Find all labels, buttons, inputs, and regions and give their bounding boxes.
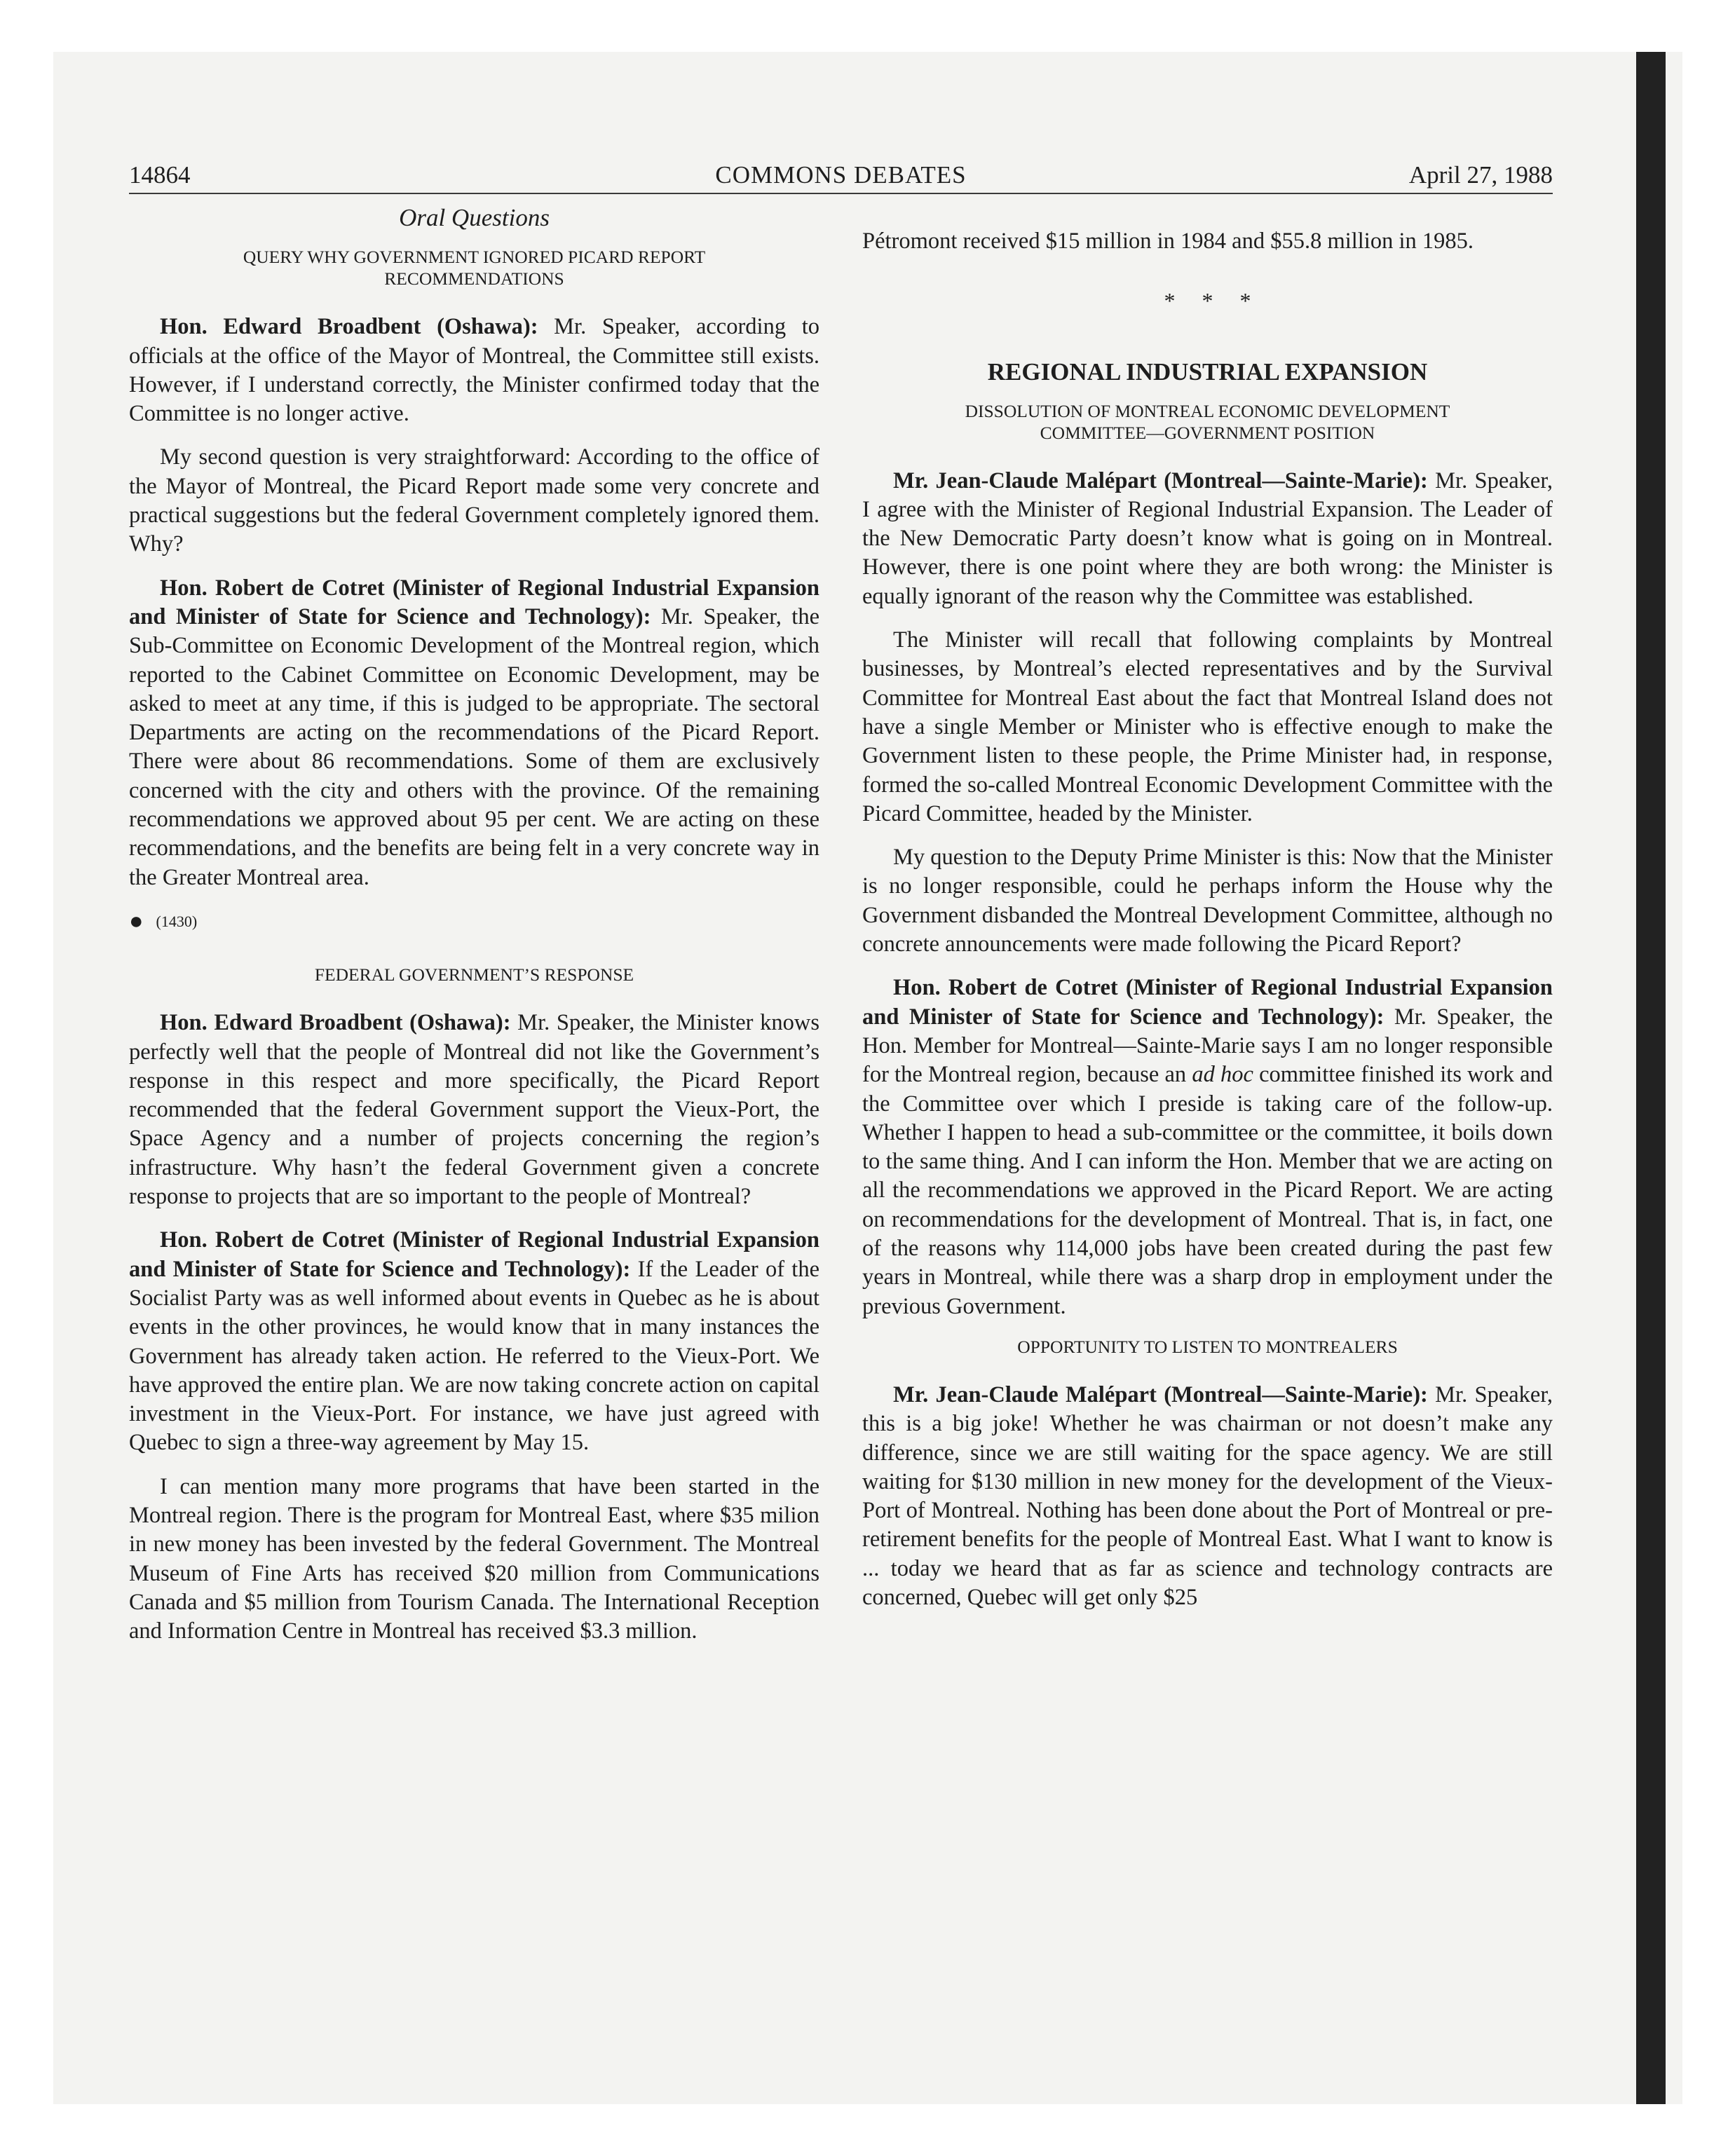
scan-edge-bar: [1636, 52, 1666, 2104]
time-marker: [129, 907, 819, 936]
speaker-name: Mr. Jean-Claude Malépart (Montreal—Sainte-Marie):: [893, 1381, 1428, 1407]
speech-text: Mr. Speaker, the Sub-Committee on Economic Development of the Montreal region, which reported to the Cabinet Committee on Economic Development, may be asked to meet at any time, if this is judged to be appropriate. The sectoral Departments are acting on the recommendations of the Picard Report. There were about 86 recommendations. Some of them are exclusively concerned with the city and others with the province. Of the remaining recommendations we approved about 95 per cent. We are acting on these recommendations, and the benefits are being felt in a very concrete way in the Greater Montreal area.: [129, 603, 819, 890]
paragraph: [862, 467, 1553, 611]
speaker-name: Hon. Edward Broadbent (Oshawa):: [160, 1010, 511, 1036]
speech-text: Mr. Speaker, the Hon. Member for Montreal—Sainte-Marie says I am no longer responsible for the Montreal region, because an: [862, 1004, 1553, 1088]
left-column: [129, 203, 819, 1660]
subheading-montrealers: OPPORTUNITY TO LISTEN TO MONTREALERS: [1017, 1336, 1398, 1357]
section-title: Oral Questions: [399, 204, 550, 231]
speaker-name: Hon. Robert de Cotret (Minister of Regional Industrial Expansion and Minister of State for Science and Technology):: [862, 975, 1553, 1030]
speech-text: If the Leader of the Socialist Party was as well informed about events in Quebec as he is about events in the other provinces, he would know that in many instances the Government has already taken action. He referred to the Vieux-Port. We have approved the entire plan. We are now taking concrete action on capital investment in the Vieux-Port. For instance, we have just agreed with Quebec to sign a three-way agreement by May 15.: [129, 1256, 819, 1456]
paragraph: My second question is very straightforward: According to the office of the Mayor of Montreal, the Picard Report made some very concrete and practical suggestions but the federal Government completely ignored them. Why?: [129, 444, 819, 557]
speaker-name: Hon. Robert de Cotret (Minister of Regional Industrial Expansion and Minister of State for Science and Technology):: [129, 1227, 819, 1282]
paragraph: [129, 574, 819, 892]
paragraph-continued: Pétromont received $15 million in 1984 and $55.8 million in 1985.: [862, 228, 1474, 254]
paragraph: My question to the Deputy Prime Minister is this: Now that the Minister is no longer responsible, could he perhaps inform the House why the Government disbanded the Montreal Development Committee, although no concrete announcements were made following the Picard Report?: [862, 845, 1553, 957]
publication-title: COMMONS DEBATES: [715, 161, 967, 189]
subheading-picard-report: QUERY WHY GOVERNMENT IGNORED PICARD REPORT RECOMMENDATIONS: [243, 247, 706, 289]
speech-text: Mr. Speaker, I agree with the Minister of Regional Industrial Expansion. The Leader of the New Democratic Party doesn’t know what is going on in Montreal. However, there is one point where they are both wrong: the Minister is equally ignorant of the reason why the Committee was established.: [862, 468, 1553, 609]
running-header: [129, 158, 1553, 192]
header-rule: [129, 193, 1553, 194]
paragraph: [129, 1226, 819, 1457]
speaker-name: Hon. Edward Broadbent (Oshawa):: [160, 314, 538, 340]
speech-text: committee finished its work and the Committee over which I preside is taking care of the follow-up. Whether I happen to head a sub-committee or the committee, it boils down to the same thing. And I can inform the Hon. Member that we are acting on all the recommendations we approved in the Picard Report. We are acting on recommendations for the development of Montreal. That is, in fact, one of the reasons why 114,000 jobs have been created during the past few years in Montreal, while there was a sharp drop in employment under the previous Government.: [862, 1062, 1553, 1319]
speaker-name: Mr. Jean-Claude Malépart (Montreal—Sainte-Marie):: [893, 468, 1428, 493]
italic-term: ad hoc: [1192, 1062, 1253, 1088]
subheading-federal-response: FEDERAL GOVERNMENT’S RESPONSE: [314, 964, 634, 985]
speaker-name: Hon. Robert de Cotret (Minister of Regional Industrial Expansion and Minister of State for Science and Technology):: [129, 575, 819, 629]
paragraph: [862, 974, 1553, 1321]
subheading-dissolution: DISSOLUTION OF MONTREAL ECONOMIC DEVELOPMENT COMMITTEE—GOVERNMENT POSITION: [965, 400, 1450, 443]
bullet-icon: ●: [129, 908, 144, 934]
section-break: * * *: [1164, 288, 1251, 314]
speech-text: Mr. Speaker, the Minister knows perfectly well that the people of Montreal did not like the Government’s response in this respect and more specifically, the Picard Report recommended that the federal Government support the Vieux-Port, the Space Agency and a number of projects concerning the region’s infrastructure. Why hasn’t the federal Government given a concrete response to projects that are so important to the people of Montreal?: [129, 1010, 819, 1210]
speech-text: Mr. Speaker, according to officials at the office of the Mayor of Montreal, the Committee still exists. However, if I understand correctly, the Minister confirmed today that the Committee is no longer active.: [129, 314, 819, 427]
paragraph: The Minister will recall that following complaints by Montreal businesses, by Montreal’s elected representatives and by the Survival Committee for Montreal East about the fact that Montreal Island does not have a single Member or Minister who is effective enough to make the Government listen to these people, the Prime Minister had, in response, formed the so-called Montreal Economic Development Committee with the Picard Committee, headed by the Minister.: [862, 627, 1553, 826]
paragraph: I can mention many more programs that have been started in the Montreal region. There is the program for Montreal East, where $35 milion in new money has been invested by the federal Government. The Montreal Museum of Fine Arts has received $20 million from Communications Canada and $5 million from Tourism Canada. The International Reception and Information Centre in Montreal has received $3.3 million.: [129, 1473, 819, 1644]
page-number: 14864: [129, 161, 191, 189]
time-marker-text: (1430): [156, 912, 198, 930]
section-heading: REGIONAL INDUSTRIAL EXPANSION: [987, 357, 1428, 386]
issue-date: April 27, 1988: [1408, 161, 1553, 189]
paragraph: [129, 1009, 819, 1211]
speech-text: Mr. Speaker, this is a big joke! Whether he was chairman or not doesn’t make any difference, since we are still waiting for the space agency. We are still waiting for $130 million in new money for the development of the Vieux-Port of Montreal. Nothing has been done about the Port of Montreal or pre-retirement benefits for the people of Montreal East. What I want to know is ... today we heard that as far as science and technology contracts are concerned, Quebec will get only $25: [862, 1381, 1553, 1610]
right-column: [862, 203, 1553, 1627]
paragraph: [862, 1381, 1553, 1612]
paragraph: [129, 313, 819, 428]
